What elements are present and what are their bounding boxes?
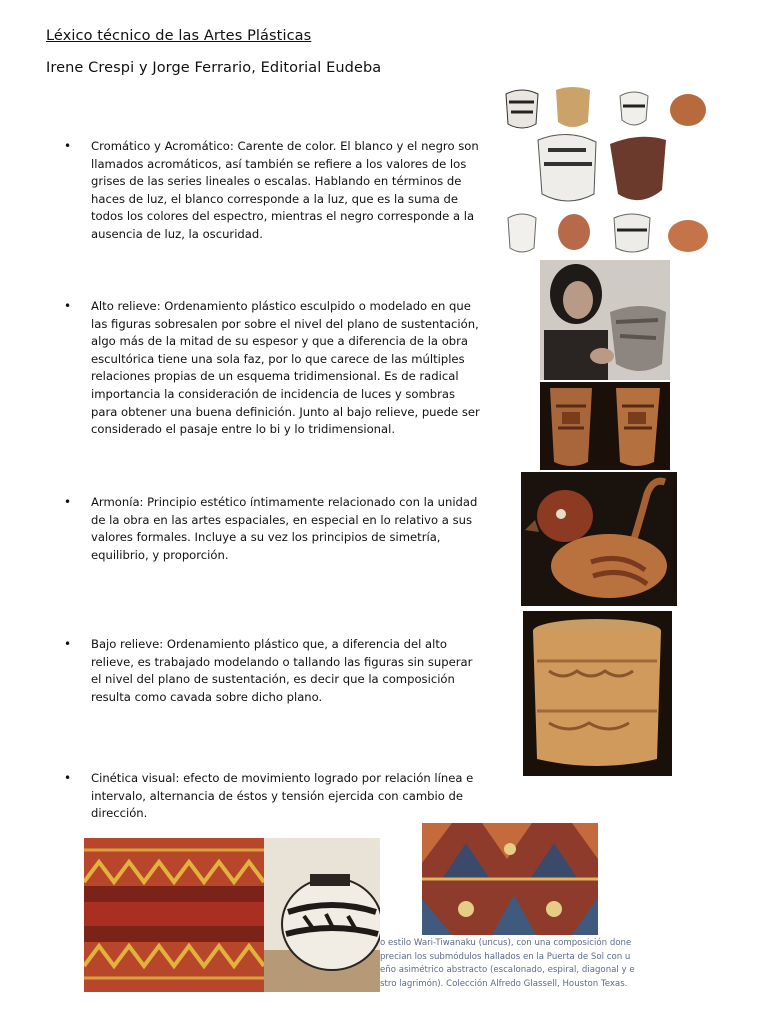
painted-jar-image — [264, 838, 380, 992]
entry-text: Cinética visual: efecto de movimiento logrado por relación línea e intervalo, alternancia de éstos y tensión ejercida con cambio de dirección. — [91, 771, 474, 821]
entry-alto-relieve — [64, 298, 484, 439]
page-subtitle: Irene Crespi y Jorge Ferrario, Editorial Eudeba — [46, 60, 382, 76]
entry-bajo-relieve — [64, 636, 484, 706]
bird-vessel-image — [521, 472, 677, 606]
carved-beaker-image — [523, 611, 672, 776]
entry-cromatico — [64, 138, 484, 244]
bullet-icon: • — [64, 637, 72, 651]
caption-line: eño asimétrico abstracto (escalonado, espiral, diagonal y e — [380, 965, 635, 975]
pottery-grid-image — [500, 84, 714, 258]
caption-line: stro lagrimón). Colección Alfredo Glassell, Houston Texas. — [380, 978, 628, 989]
bullet-icon: • — [64, 139, 72, 153]
entry-cinetica-visual — [64, 770, 484, 823]
entry-text: Bajo relieve: Ordenamiento plástico que, a diferencia del alto relieve, es trabajado modelando o tallando las figuras sin superar el nivel del plano de sustentación, es decir que la composición resulta como cavada sobre dicho plano. — [91, 637, 473, 704]
caption-line: o estilo Wari-Tiwanaku (uncus), con una composición done — [380, 938, 632, 948]
entry-text: Armonía: Principio estético íntimamente relacionado con la unidad de la obra en las artes espaciales, en especial en lo relativo a sus valores formales. Incluye a su vez los principios de simetría, equilibrio, y proporción. — [91, 495, 478, 562]
entry-text: Alto relieve: Ordenamiento plástico esculpido o modelado en que las figuras sobresalen por sobre el nivel del plano de sustentación, algo más de la mitad de su espesor y que a diferencia de la obra escultórica tiene una sola faz, por lo que carece de las múltiples relaciones propias de un esquema tridimensional. Es de radical importancia la consideración de incidencia de luces y sombras para obtener una buena definición. Junto al bajo relieve, puede ser considerado el pasaje entre lo bi y lo tridimensional. — [91, 299, 480, 437]
wari-textile-image — [422, 823, 598, 935]
bullet-icon: • — [64, 299, 72, 313]
page-title: Léxico técnico de las Artes Plásticas — [46, 28, 312, 44]
entry-text: Cromático y Acromático: Carente de color. El blanco y el negro son llamados acromáticos, así también se refiere a los valores de los grises de las series lineales o escalas. Hablando en términos de haces de luz, el blanco corresponde a la luz, que es la suma de todos los colores del espectro, mientras el negro corresponde a la ausencia de luz, la oscuridad. — [91, 139, 479, 241]
potter-photo — [540, 260, 670, 380]
caption-line: precian los submódulos hallados en la Puerta de Sol con u — [380, 951, 631, 962]
bullet-icon: • — [64, 771, 72, 785]
relief-vessels-image — [540, 382, 670, 470]
image-caption — [380, 937, 642, 991]
textile-pattern-image — [84, 838, 264, 992]
entry-armonia — [64, 494, 484, 564]
bullet-icon: • — [64, 495, 72, 509]
